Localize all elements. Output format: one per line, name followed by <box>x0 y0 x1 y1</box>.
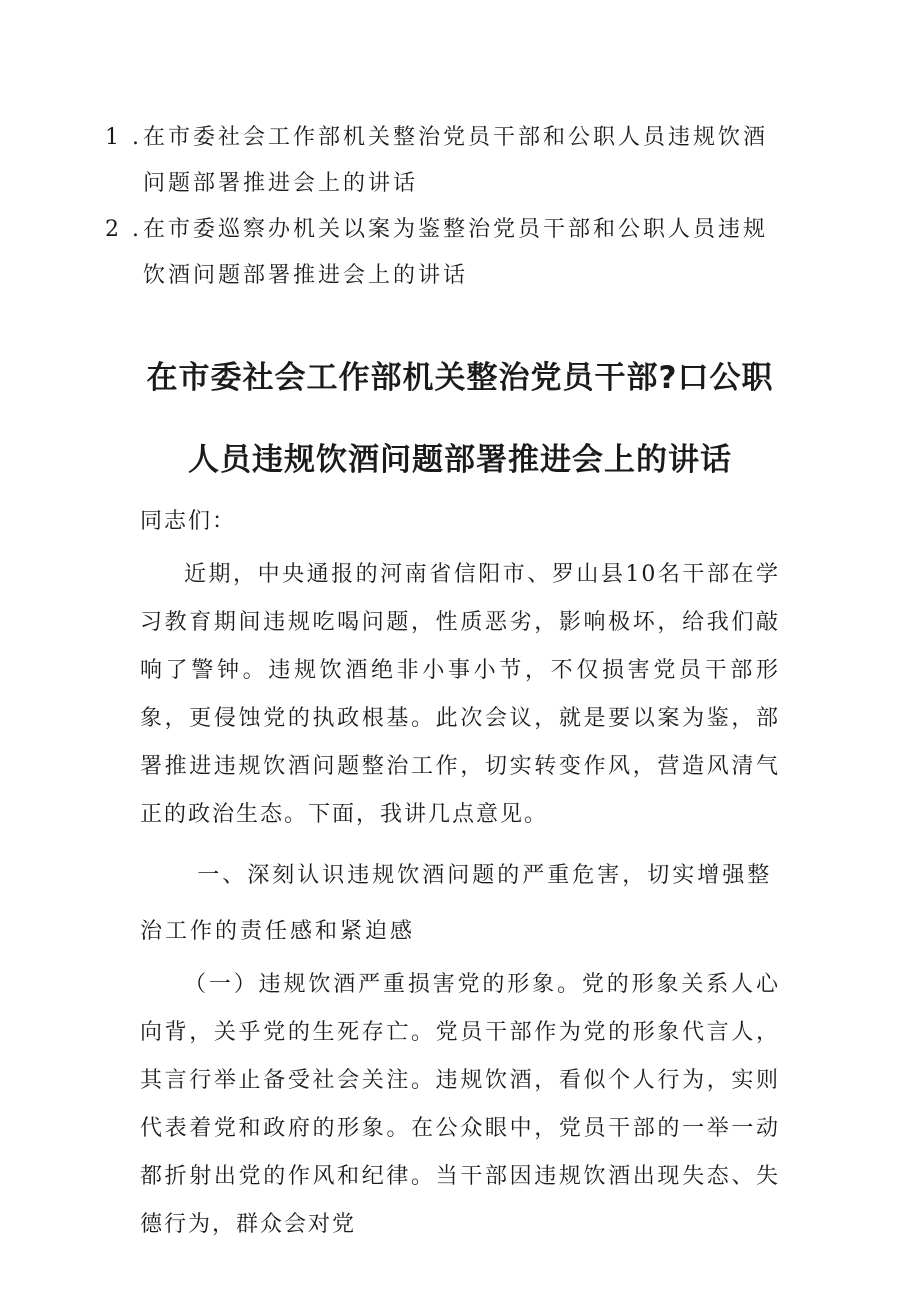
toc-number: 1 . <box>105 125 142 150</box>
salutation: 同志们： <box>140 509 237 534</box>
toc-title: 在市委社会工作部机关整治党员干部和公职人员违规饮酒问题部署推进会上的讲话 <box>143 125 769 196</box>
toc-item[interactable] <box>105 207 785 299</box>
toc-title: 在市委巡察办机关以案为鉴整治党员干部和公职人员违规饮酒问题部署推进会上的讲话 <box>143 217 769 288</box>
section-heading: 一、深刻认识违规饮酒问题的严重危害，切实增强整治工作的责任感和紧迫感 <box>140 863 773 944</box>
document-title-line-2: 人员违规饮酒问题部署推进会上的讲话 <box>188 442 732 478</box>
document-title-line-1: 在市委社会工作部机关整治党员干部?口公职 <box>146 360 774 396</box>
subsection-paragraph: （一）违规饮酒严重损害党的形象。党的形象关系人心向背，关乎党的生死存亡。党员干部作为党的形象代言人，其言行举止备受社会关注。违规饮酒，看似个人行为，实则代表着党和政府的形象。在公众眼中，党员干部的一举一动都折射出党的作风和纪律。当干部因违规饮酒出现失态、失德行为，群众会对党 <box>140 972 780 1237</box>
toc-item[interactable] <box>105 115 785 207</box>
body-paragraph: 近期，中央通报的河南省信阳市、罗山县10名干部在学习教育期间违规吃喝问题，性质恶劣，影响极坏，给我们敲响了警钟。违规饮酒绝非小事小节，不仅损害党员干部形象，更侵蚀党的执政根基。此次会议，就是要以案为鉴，部署推进违规饮酒问题整治工作，切实转变作风，营造风清气正的政治生态。下面，我讲几点意见。 <box>140 562 780 827</box>
toc-number: 2 . <box>105 217 142 242</box>
